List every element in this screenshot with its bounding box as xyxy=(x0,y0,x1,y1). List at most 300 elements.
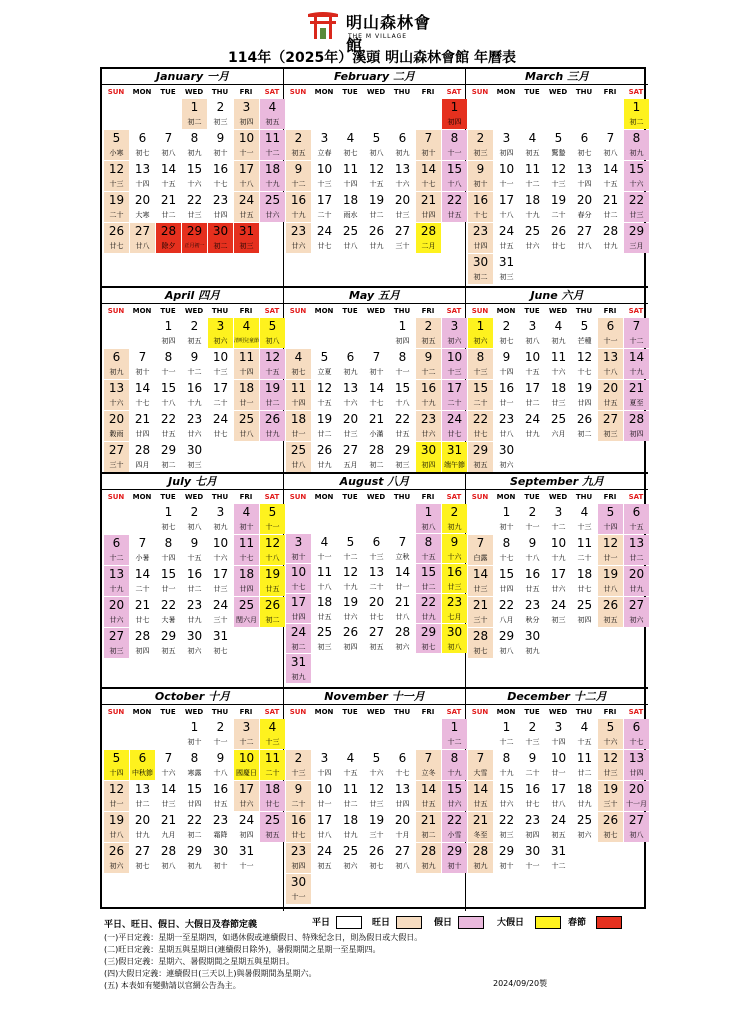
day-cell xyxy=(286,624,311,653)
weekday-label: FRI xyxy=(603,307,617,315)
day-cell xyxy=(520,566,545,596)
lunar-date: 十四 xyxy=(109,769,124,777)
weekday-label: TUE xyxy=(160,493,176,501)
weekday-label: WED xyxy=(184,493,204,501)
lunar-date: 初四 xyxy=(421,461,436,469)
day-cell xyxy=(572,161,597,191)
day-cell xyxy=(260,750,285,780)
lunar-date: 初二 xyxy=(577,430,592,438)
day-number: 23 xyxy=(446,595,463,609)
day-number: 25 xyxy=(290,443,307,457)
day-cell xyxy=(286,223,311,253)
lunar-date: 廿一 xyxy=(603,554,618,562)
day-cell xyxy=(546,750,571,780)
lunar-date: 十五 xyxy=(421,553,436,561)
day-cell xyxy=(416,594,441,623)
day-cell xyxy=(520,812,545,842)
lunar-date: 十一 xyxy=(161,368,176,376)
logo-subtitle: THE M VILLAGE xyxy=(348,33,408,40)
lunar-date: 廿九 xyxy=(317,461,332,469)
day-number: 20 xyxy=(576,193,593,207)
day-cell xyxy=(234,535,259,565)
lunar-date: 初二 xyxy=(187,831,202,839)
day-cell xyxy=(494,504,519,534)
day-cell xyxy=(624,130,649,160)
lunar-date: 廿七 xyxy=(135,616,150,624)
day-cell xyxy=(130,566,155,596)
legend-big-holiday-label: 大假日 xyxy=(497,918,525,928)
lunar-date: 初七 xyxy=(577,149,592,157)
day-cell xyxy=(260,504,285,534)
lunar-date: 廿一 xyxy=(317,800,332,808)
day-number: 9 xyxy=(450,535,459,549)
day-cell xyxy=(208,781,233,811)
day-cell xyxy=(494,318,519,348)
day-cell xyxy=(520,130,545,160)
weekday-label: MON xyxy=(496,493,516,501)
day-cell xyxy=(468,750,493,780)
day-number: 15 xyxy=(420,565,437,579)
lunar-date: 初十 xyxy=(213,149,228,157)
month-block xyxy=(102,69,284,288)
day-cell xyxy=(338,161,363,191)
day-number: 9 xyxy=(502,350,511,364)
lunar-date: 初十 xyxy=(369,368,384,376)
lunar-date: 初七 xyxy=(213,647,228,655)
day-number: 8 xyxy=(164,350,173,364)
lunar-date: 十二 xyxy=(629,337,644,345)
day-cell xyxy=(364,624,389,653)
month-block xyxy=(102,689,284,911)
day-number: 28 xyxy=(420,224,437,238)
lunar-date: 廿六 xyxy=(447,800,462,808)
lunar-date: 十四 xyxy=(161,554,176,562)
day-number: 14 xyxy=(394,565,411,579)
day-cell xyxy=(260,597,285,627)
day-number: 14 xyxy=(628,350,645,364)
day-number: 30 xyxy=(186,443,203,457)
weekday-label: FRI xyxy=(239,708,253,716)
day-cell xyxy=(208,99,233,129)
lunar-date: 初五 xyxy=(265,118,280,126)
lunar-date: 初七 xyxy=(603,831,618,839)
lunar-date: 初二 xyxy=(629,118,644,126)
lunar-date: 小暑 xyxy=(135,554,150,562)
day-number: 19 xyxy=(316,412,333,426)
day-number: 2 xyxy=(528,505,537,519)
day-cell xyxy=(442,812,467,842)
day-number: 12 xyxy=(602,751,619,765)
day-cell xyxy=(624,349,649,379)
day-cell xyxy=(520,628,545,658)
day-cell xyxy=(182,99,207,129)
day-number: 8 xyxy=(190,751,199,765)
lunar-date: 十七 xyxy=(239,554,254,562)
lunar-date: 初二 xyxy=(421,831,436,839)
day-cell xyxy=(546,843,571,873)
day-number: 22 xyxy=(498,598,515,612)
day-cell xyxy=(182,223,207,253)
lunar-date: 初十 xyxy=(447,862,462,870)
lunar-date: 初八 xyxy=(603,149,618,157)
day-cell xyxy=(416,442,441,472)
day-cell xyxy=(156,380,181,410)
day-cell xyxy=(442,750,467,780)
day-cell xyxy=(130,223,155,253)
day-number: 5 xyxy=(112,751,121,765)
lunar-date: 十九 xyxy=(629,368,644,376)
lunar-date: 十七 xyxy=(395,769,410,777)
day-cell xyxy=(312,624,337,653)
lunar-date: 十四 xyxy=(499,368,514,376)
day-cell xyxy=(468,192,493,222)
day-cell xyxy=(416,750,441,780)
day-number: 19 xyxy=(264,567,281,581)
day-number: 20 xyxy=(368,595,385,609)
lunar-date: 初十 xyxy=(499,862,514,870)
day-number: 21 xyxy=(420,193,437,207)
weekday-label: FRI xyxy=(421,307,435,315)
day-cell xyxy=(598,812,623,842)
day-number: 7 xyxy=(138,536,147,550)
day-cell xyxy=(364,130,389,160)
day-cell xyxy=(182,349,207,379)
day-number: 21 xyxy=(134,412,151,426)
day-number: 9 xyxy=(528,751,537,765)
day-number: 19 xyxy=(602,567,619,581)
note-holiday: (三)假日定義：星期六、暑假期間之星期五與星期日。 xyxy=(104,957,295,966)
day-cell xyxy=(312,750,337,780)
lunar-date: 十九 xyxy=(447,769,462,777)
day-cell xyxy=(234,318,259,348)
lunar-date: 廿九 xyxy=(603,242,618,250)
lunar-date: 十三 xyxy=(577,523,592,531)
weekday-label: WED xyxy=(184,88,204,96)
lunar-date: 初三 xyxy=(499,273,514,281)
day-cell xyxy=(390,750,415,780)
day-number: 26 xyxy=(602,813,619,827)
lunar-date: 初二 xyxy=(291,643,306,651)
lunar-date: 初七 xyxy=(135,862,150,870)
day-number: 5 xyxy=(554,131,563,145)
day-cell xyxy=(520,843,545,873)
weekday-label: TUE xyxy=(524,708,540,716)
day-number: 31 xyxy=(212,629,229,643)
day-cell xyxy=(390,318,415,348)
day-number: 2 xyxy=(294,751,303,765)
weekday-label: TUE xyxy=(524,88,540,96)
day-number: 14 xyxy=(472,782,489,796)
day-number: 6 xyxy=(112,350,121,364)
day-cell xyxy=(208,192,233,222)
day-cell xyxy=(442,99,467,129)
lunar-date: 十八 xyxy=(603,368,618,376)
day-cell xyxy=(338,594,363,623)
day-cell xyxy=(286,594,311,623)
day-number: 14 xyxy=(160,782,177,796)
lunar-date: 十三 xyxy=(265,738,280,746)
weekday-label: SUN xyxy=(471,493,489,501)
day-number: 4 xyxy=(268,720,277,734)
lunar-date: 正月初一 xyxy=(184,243,205,249)
lunar-date: 十三 xyxy=(213,368,228,376)
lunar-date: 初八 xyxy=(265,337,280,345)
day-number: 11 xyxy=(576,536,593,550)
day-number: 19 xyxy=(368,193,385,207)
lunar-date: 小雪 xyxy=(447,831,462,839)
lunar-date: 初九 xyxy=(421,862,436,870)
lunar-date: 廿五 xyxy=(421,800,436,808)
lunar-date: 廿一 xyxy=(161,585,176,593)
day-number: 5 xyxy=(268,319,277,333)
day-cell xyxy=(494,192,519,222)
weekday-label: SAT xyxy=(446,708,462,716)
day-cell xyxy=(312,564,337,593)
day-cell xyxy=(286,380,311,410)
day-cell xyxy=(130,349,155,379)
day-number: 28 xyxy=(472,629,489,643)
day-number: 24 xyxy=(550,813,567,827)
day-number: 26 xyxy=(316,443,333,457)
lunar-date: 廿九 xyxy=(629,585,644,593)
day-number: 11 xyxy=(524,162,541,176)
day-number: 13 xyxy=(108,381,125,395)
day-number: 27 xyxy=(576,224,593,238)
day-cell xyxy=(130,843,155,873)
lunar-date: 初九 xyxy=(291,673,306,681)
day-number: 18 xyxy=(264,782,281,796)
weekday-label: MON xyxy=(132,307,152,315)
lunar-date: 廿一 xyxy=(551,769,566,777)
day-number: 11 xyxy=(342,162,359,176)
lunar-date: 冬至 xyxy=(473,831,488,839)
day-cell xyxy=(104,812,129,842)
day-number: 1 xyxy=(190,100,199,114)
day-cell xyxy=(442,442,467,472)
lunar-date: 初六 xyxy=(213,337,228,345)
month-name: December 十二月 xyxy=(466,689,648,705)
day-number: 1 xyxy=(398,319,407,333)
day-number: 12 xyxy=(264,536,281,550)
lunar-date: 初四 xyxy=(395,337,410,345)
day-number: 24 xyxy=(212,412,229,426)
weekday-label: WED xyxy=(548,493,568,501)
lunar-date: 廿三 xyxy=(551,399,566,407)
day-number: 9 xyxy=(216,131,225,145)
day-cell xyxy=(286,534,311,563)
lunar-date: 初五 xyxy=(369,643,384,651)
weekday-label: SAT xyxy=(264,493,280,501)
day-number: 10 xyxy=(212,350,229,364)
day-number: 11 xyxy=(342,782,359,796)
day-number: 16 xyxy=(290,813,307,827)
day-number: 6 xyxy=(138,751,147,765)
lunar-date: 十三 xyxy=(291,769,306,777)
day-cell xyxy=(468,566,493,596)
lunar-date: 廿九 xyxy=(577,800,592,808)
day-cell xyxy=(182,566,207,596)
day-cell xyxy=(624,99,649,129)
day-cell xyxy=(468,349,493,379)
note-big-holiday: (四)大假日定義：連續假日(三天以上)與暑假期間為星期六。 xyxy=(104,969,317,978)
lunar-date: 廿六 xyxy=(499,800,514,808)
month-name: April 四月 xyxy=(102,288,283,304)
day-number: 28 xyxy=(602,224,619,238)
lunar-date: 初九 xyxy=(525,647,540,655)
day-number: 21 xyxy=(420,813,437,827)
day-cell xyxy=(338,380,363,410)
lunar-date: 十六 xyxy=(447,553,462,561)
day-number: 2 xyxy=(450,505,459,519)
day-number: 18 xyxy=(238,381,255,395)
lunar-date: 廿七 xyxy=(473,430,488,438)
lunar-date: 初四 xyxy=(343,643,358,651)
day-number: 20 xyxy=(134,193,151,207)
day-number: 25 xyxy=(264,193,281,207)
day-number: 19 xyxy=(108,193,125,207)
day-cell xyxy=(156,812,181,842)
day-number: 3 xyxy=(294,535,303,549)
lunar-date: 十一 xyxy=(239,149,254,157)
day-number: 5 xyxy=(112,131,121,145)
day-cell xyxy=(130,750,155,780)
day-number: 3 xyxy=(554,505,563,519)
day-cell xyxy=(260,99,285,129)
day-cell xyxy=(390,442,415,472)
lunar-date: 廿六 xyxy=(265,211,280,219)
day-cell xyxy=(546,223,571,253)
day-cell xyxy=(390,534,415,563)
day-cell xyxy=(234,411,259,441)
day-number: 22 xyxy=(186,813,203,827)
lunar-date: 初四 xyxy=(447,118,462,126)
lunar-date: 初八 xyxy=(161,149,176,157)
day-cell xyxy=(468,130,493,160)
day-number: 23 xyxy=(212,813,229,827)
lunar-date: 廿二 xyxy=(343,800,358,808)
day-number: 11 xyxy=(290,381,307,395)
lunar-date: 十九 xyxy=(499,769,514,777)
day-number: 8 xyxy=(450,751,459,765)
made-date: 2024/09/20製 xyxy=(493,979,548,988)
lunar-date: 十五 xyxy=(343,769,358,777)
day-number: 9 xyxy=(294,162,303,176)
day-cell xyxy=(494,254,519,284)
day-cell xyxy=(286,349,311,379)
weekday-label: MON xyxy=(132,708,152,716)
day-cell xyxy=(364,442,389,472)
day-cell xyxy=(416,843,441,873)
day-cell xyxy=(234,192,259,222)
weekday-label: SUN xyxy=(107,708,125,716)
day-cell xyxy=(598,192,623,222)
day-cell xyxy=(390,564,415,593)
day-number: 21 xyxy=(368,412,385,426)
month-block xyxy=(466,474,648,689)
day-number: 8 xyxy=(632,131,641,145)
day-number: 13 xyxy=(576,162,593,176)
day-number: 11 xyxy=(238,350,255,364)
lunar-date: 十二 xyxy=(499,738,514,746)
lunar-date: 廿二 xyxy=(135,800,150,808)
lunar-date: 十二 xyxy=(447,738,462,746)
lunar-date: 立冬 xyxy=(421,769,436,777)
day-cell xyxy=(338,624,363,653)
day-cell xyxy=(520,318,545,348)
lunar-date: 十六 xyxy=(369,769,384,777)
month-block xyxy=(284,69,466,288)
weekday-label: FRI xyxy=(421,493,435,501)
day-number: 26 xyxy=(264,412,281,426)
day-number: 12 xyxy=(576,350,593,364)
day-number: 26 xyxy=(550,224,567,238)
day-number: 3 xyxy=(554,720,563,734)
day-number: 19 xyxy=(368,813,385,827)
weekday-label: SAT xyxy=(628,307,644,315)
day-cell xyxy=(416,161,441,191)
day-cell xyxy=(182,192,207,222)
day-number: 25 xyxy=(576,813,593,827)
weekday-label: THU xyxy=(575,88,593,96)
day-number: 15 xyxy=(498,567,515,581)
day-number: 10 xyxy=(550,751,567,765)
weekday-label: FRI xyxy=(421,88,435,96)
day-number: 25 xyxy=(550,412,567,426)
lunar-date: 三十 xyxy=(213,616,228,624)
lunar-date: 十四 xyxy=(239,368,254,376)
month-name: September 九月 xyxy=(466,474,648,490)
day-cell xyxy=(234,719,259,749)
weekday-label: FRI xyxy=(239,493,253,501)
lunar-date: 十七 xyxy=(369,399,384,407)
day-number: 11 xyxy=(238,536,255,550)
day-cell xyxy=(546,349,571,379)
day-number: 9 xyxy=(476,162,485,176)
lunar-date: 十四 xyxy=(135,180,150,188)
day-cell xyxy=(286,192,311,222)
day-number: 15 xyxy=(498,782,515,796)
lunar-date: 廿七 xyxy=(291,831,306,839)
lunar-date: 三十 xyxy=(473,616,488,624)
lunar-date: 廿三 xyxy=(343,430,358,438)
day-cell xyxy=(572,411,597,441)
day-cell xyxy=(234,223,259,253)
day-number: 15 xyxy=(446,782,463,796)
day-cell xyxy=(520,161,545,191)
day-number: 17 xyxy=(550,782,567,796)
lunar-date: 廿七 xyxy=(317,242,332,250)
day-cell xyxy=(598,380,623,410)
day-number: 25 xyxy=(342,844,359,858)
day-cell xyxy=(182,535,207,565)
day-number: 10 xyxy=(498,162,515,176)
day-number: 21 xyxy=(472,813,489,827)
day-number: 1 xyxy=(164,505,173,519)
day-number: 27 xyxy=(628,598,645,612)
day-number: 17 xyxy=(316,813,333,827)
day-cell xyxy=(572,812,597,842)
lunar-date: 雨水 xyxy=(343,211,358,219)
day-cell xyxy=(390,380,415,410)
day-cell xyxy=(494,442,519,472)
month-block xyxy=(284,689,466,911)
lunar-date: 初八 xyxy=(525,337,540,345)
day-number: 7 xyxy=(164,131,173,145)
lunar-date: 二十 xyxy=(473,399,488,407)
day-cell xyxy=(546,535,571,565)
weekday-label: MON xyxy=(314,493,334,501)
day-number: 11 xyxy=(264,751,281,765)
